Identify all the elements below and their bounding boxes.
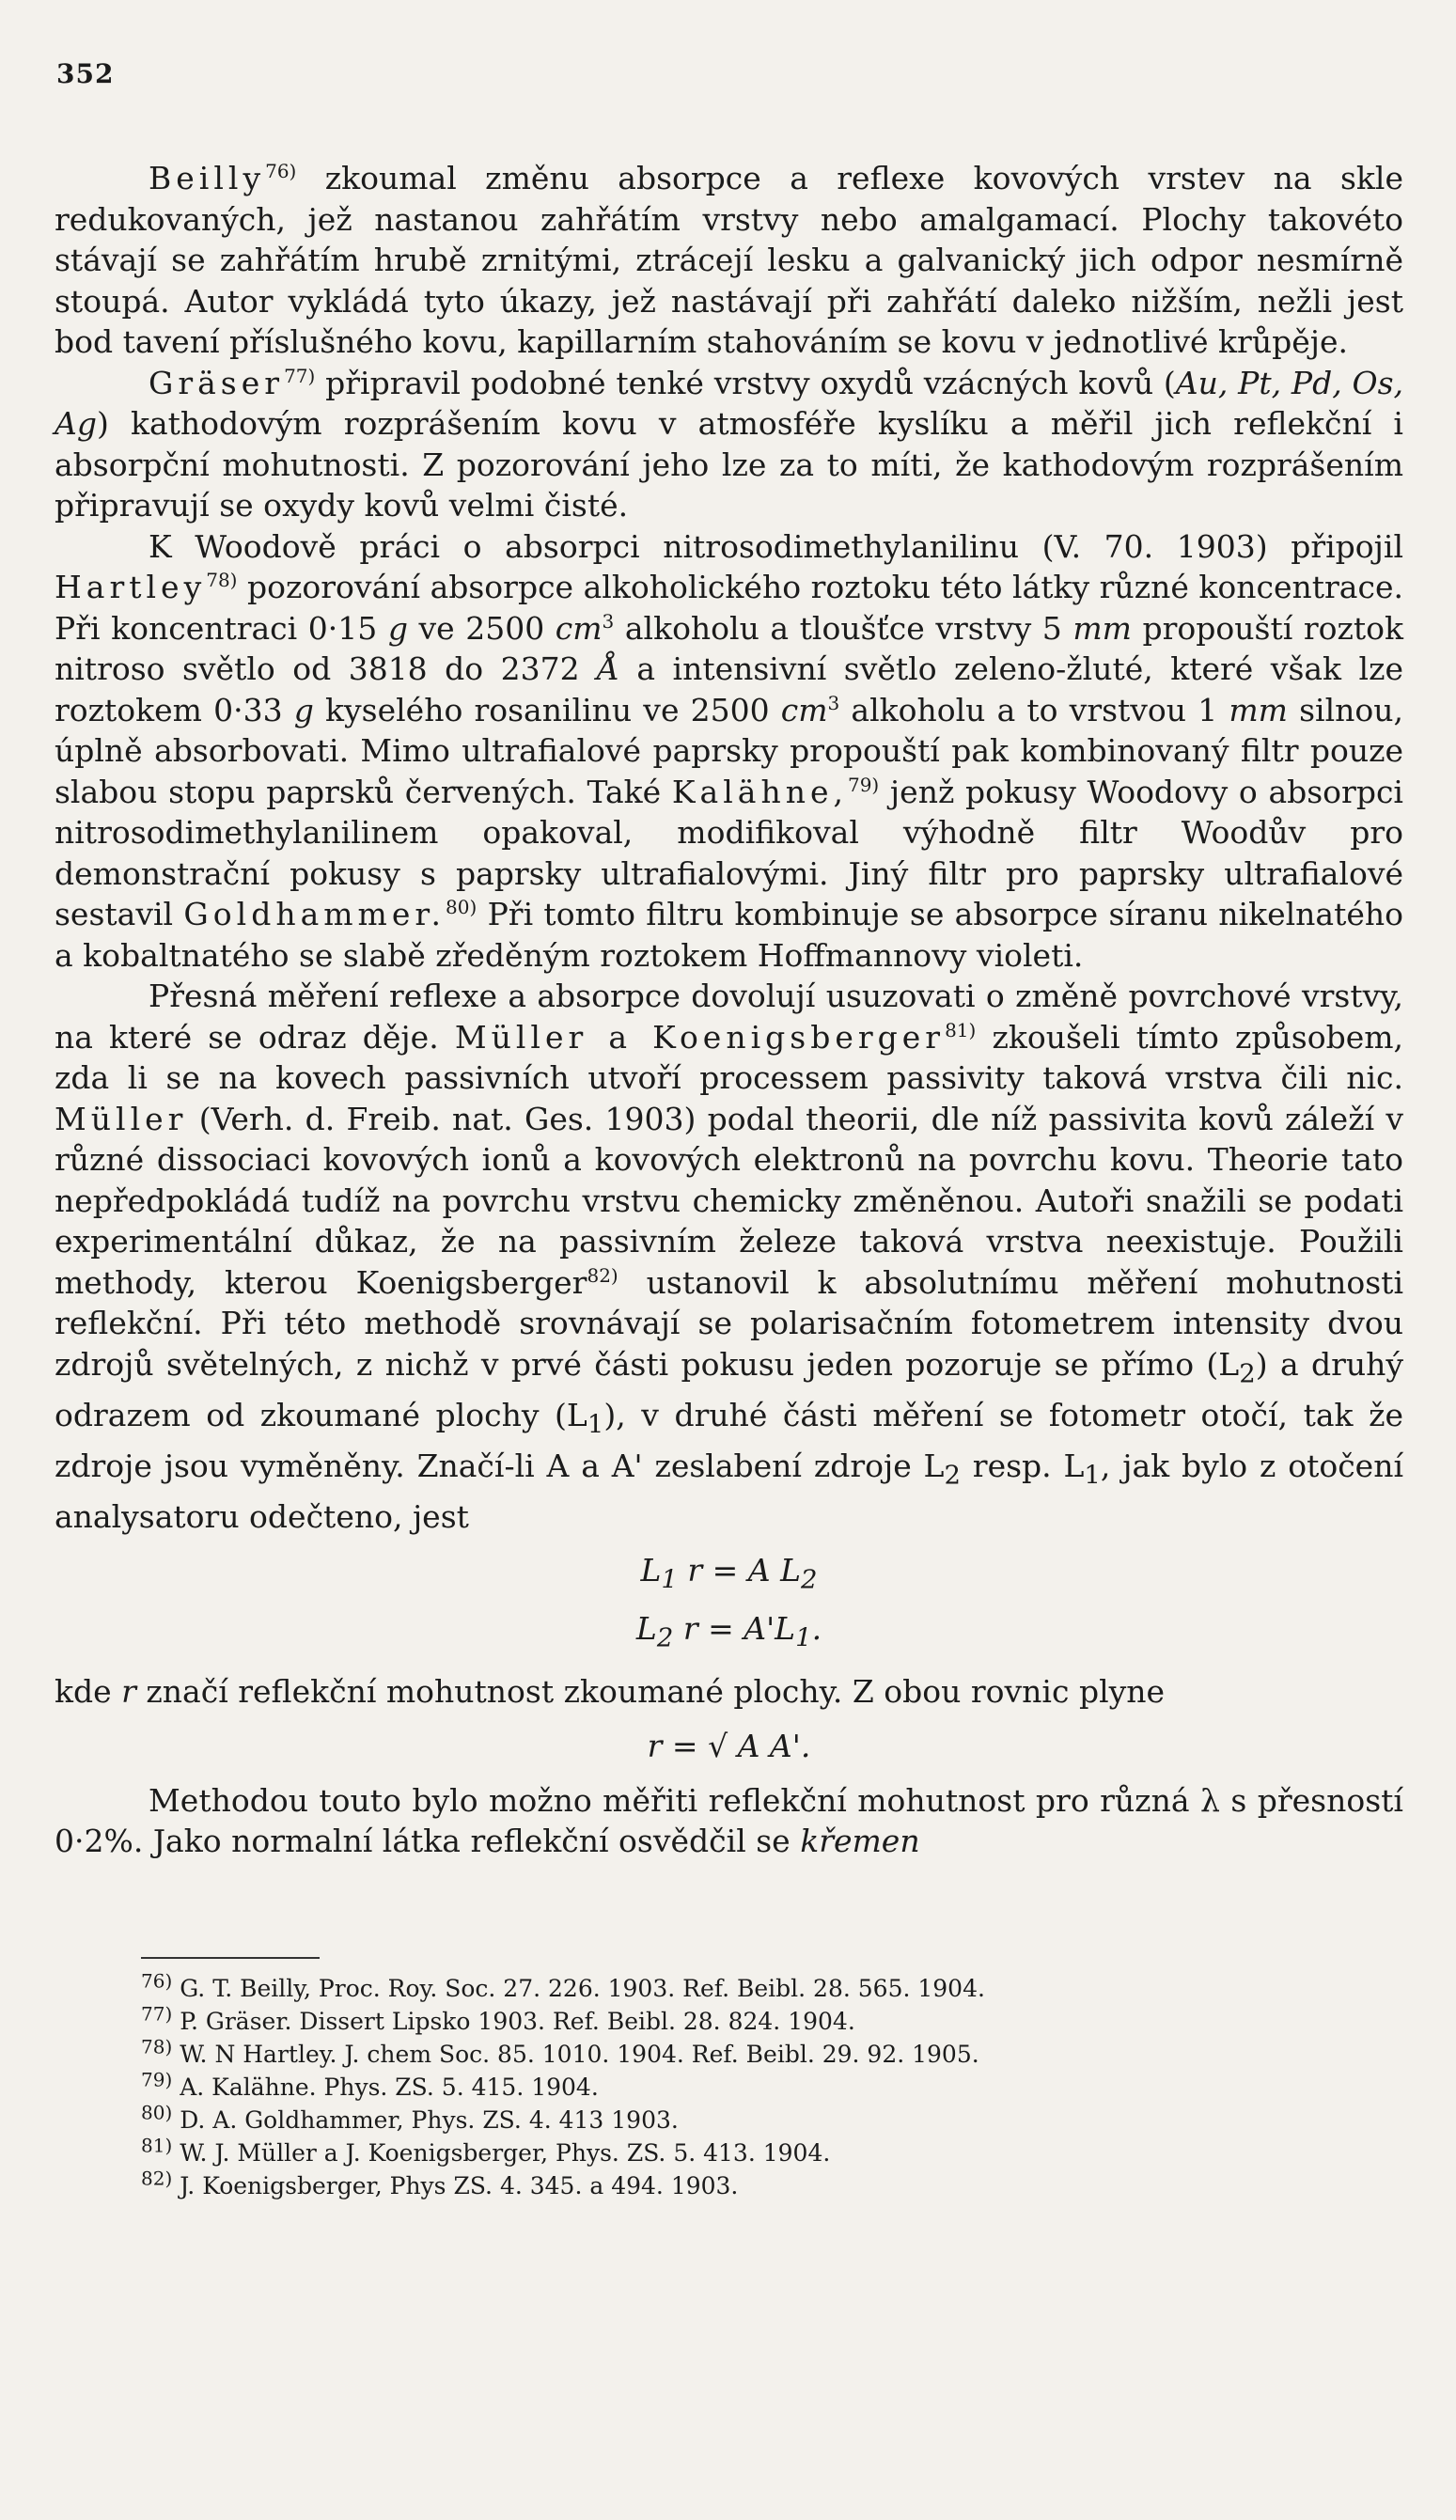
author-name: Hartley bbox=[55, 569, 207, 605]
metal-symbols: Au, Pt, Pd, Os, Ag bbox=[55, 364, 1404, 442]
footnote: $^{77)}$ P. Gräser. Dissert Lipsko 1903. Ref. Beibl. 28. 824. 1904. bbox=[141, 2002, 855, 2035]
author-name: Kalähne, bbox=[671, 773, 848, 810]
footnotes bbox=[141, 1969, 1363, 2202]
paragraph-beilly: Beilly$^{76)}$ zkoumal změnu absorpce a reflexe kovových vrstev na skle redukovaných, jež nastanou zahřátím vrstvy nebo amalgamací. Plochy takovéto stávají se zahřátím hrubě zrnitými, ztrácejí lesku a galvanický jich odpor nesmírně stoupá. Autor vykládá tyto úkazy, jež nastávají při zahřátí daleko nižším, nežli jest bod tavení příslušného kovu, kapillarním stahováním se kovu v jednotlivé krůpěje. bbox=[55, 160, 1403, 360]
footnote: $^{81)}$ W. J. Müller a J. Koenigsberger, Phys. ZS. 5. 413. 1904. bbox=[141, 2134, 831, 2167]
footnote-ref: 78) bbox=[206, 569, 238, 591]
paragraph-graser: Gräser$^{77)}$ připravil podobné tenké vrstvy oxydů vzácných kovů (Au, Pt, Pd, Os, Ag) kathodovým rozprášením kovu v atmosféře kyslíku a měřil jich reflekční i absorpční mohutnosti. Z pozorování jeho lze za to míti, že kathodovým rozprášením připravují se oxydy kovů velmi čisté. bbox=[55, 364, 1404, 524]
material-name: křemen bbox=[800, 1823, 920, 1860]
unit: cm bbox=[555, 609, 603, 647]
footnote: $^{76)}$ G. T. Beilly, Proc. Roy. Soc. 27. 226. 1903. Ref. Beibl. 28. 565. 1904. bbox=[141, 1969, 985, 2002]
author-name: Goldhammer. bbox=[183, 896, 446, 932]
paragraph-reflection: kde r značí reflekční mohutnost zkoumané plochy. Z obou rovnic plyne bbox=[55, 1673, 1166, 1711]
equation-result: r = √ A A'. bbox=[647, 1727, 811, 1764]
footnote-ref: 80) bbox=[446, 896, 478, 918]
footnote: $^{82)}$ J. Koenigsberger, Phys ZS. 4. 345. a 494. 1903. bbox=[141, 2167, 739, 2199]
footnote-ref: 76) bbox=[265, 160, 297, 182]
footnote-ref: 77) bbox=[284, 364, 316, 387]
page-number: 352 bbox=[56, 58, 115, 89]
unit: mm bbox=[1229, 691, 1288, 728]
symbol-r: r bbox=[121, 1673, 136, 1711]
footnote-ref: 79) bbox=[847, 773, 880, 796]
footnote-divider bbox=[141, 1957, 320, 1959]
footnote-ref: 82) bbox=[587, 1263, 618, 1287]
unit: g bbox=[293, 691, 314, 728]
equation-line: $L_1$ r = A $L_2$ bbox=[640, 1552, 818, 1595]
paragraph-method: Methodou touto bylo možno měřiti reflekční mohutnost pro různá λ s přesností 0·2%. Jako normalní látka reflekční osvědčil se křemen bbox=[55, 1781, 1403, 1860]
unit: mm bbox=[1072, 609, 1132, 647]
footnote: $^{79)}$ A. Kalähne. Phys. ZS. 5. 415. 1904. bbox=[141, 2068, 599, 2101]
unit: Å bbox=[597, 650, 619, 687]
unit: cm bbox=[780, 691, 828, 728]
body-text bbox=[55, 158, 1403, 1862]
footnote: $^{78)}$ W. N Hartley. J. chem Soc. 85. 1010. 1904. Ref. Beibl. 29. 92. 1905. bbox=[141, 2035, 979, 2068]
footnote: $^{80)}$ D. A. Goldhammer, Phys. ZS. 4. 413 1903. bbox=[141, 2101, 679, 2134]
author-name: Beilly bbox=[149, 160, 266, 196]
author-name: Gräser bbox=[149, 364, 285, 401]
author-name: Müller a Koenigsberger bbox=[454, 1018, 946, 1056]
footnote-ref: 81) bbox=[945, 1018, 977, 1041]
author-name: Müller bbox=[55, 1100, 188, 1137]
equation-line: $L_2$ $r = A'L_1$. bbox=[635, 1609, 822, 1653]
unit: g bbox=[387, 609, 408, 647]
paragraph-muller: Přesná měření reflexe a absorpce dovolují usuzovati o změně povrchové vrstvy, na které se odraz děje. Müller a Koenigsberger$^{81)}$ zkoušeli tímto způsobem, zda li se na kovech passivních utvoří processem passivity taková vrstva čili nic. Müller (Verh. d. Freib. nat. Ges. 1903) podal theorii, dle níž passivita kovů záleží v různé dissociaci kovových ionů a kovových elektronů na povrchu kovu. Theorie tato nepředpokládá tudíž na povrchu vrstvu chemicky změněnou. Autoři snažili se podati experimentální důkaz, že na passivním železe taková vrstva neexistuje. Použili methody, kterou Koenigsberger$^{82)}$ ustanovil k absolutnímu měření mohutnosti reflekční. Při této methodě srovnávají se polarisačním fotometrem intensity dvou zdrojů světelných, z nichž v prvé části pokusu jeden pozoruje se přímo $(L_2)$ a druhý odrazem od zkoumané plochy $(L_1)$, v druhé části měření se fotometr otočí, tak že zdroje jsou vyměněny. Značí-li A a A' zeslabení zdroje $L_2$ resp. $L_1$, jak bylo z otočení analysatoru odečteno, jest bbox=[55, 978, 1404, 1535]
paragraph-hartley: K Woodově práci o absorpci nitrosodimethylanilinu (V. 70. 1903) připojil Hartley$^{78)}$ pozorování absorpce alkoholického roztoku této látky různé koncentrace. Při koncentraci 0·15 g ve 2500 $cm^3$ alkoholu a tloušťce vrstvy 5 mm propouští roztok nitroso světlo od 3818 do 2372 Å a intensivní světlo zeleno-žluté, které však lze roztokem 0·33 g kyselého rosanilinu ve 2500 $cm^3$ alkoholu a to vrstvou 1 mm silnou, úplně absorbovati. Mimo ultrafialové paprsky propouští pak kombinovaný filtr pouze slabou stopu paprsků červených. Také Kalähne,$^{79)}$ jenž pokusy Woodovy o absorpci nitrosodimethylanilinem opakoval, modifikoval výhodně filtr Woodův pro demonstrační pokusy s paprsky ultrafialovými. Jiný filtr pro paprsky ultrafialové sestavil Goldhammer.$^{80)}$ Při tomto filtru kombinuje se absorpce síranu nikelnatého a kobaltnatého se slabě zředěným roztokem Hoffmannovy violeti. bbox=[55, 527, 1403, 974]
equation-system bbox=[55, 1546, 1403, 1662]
